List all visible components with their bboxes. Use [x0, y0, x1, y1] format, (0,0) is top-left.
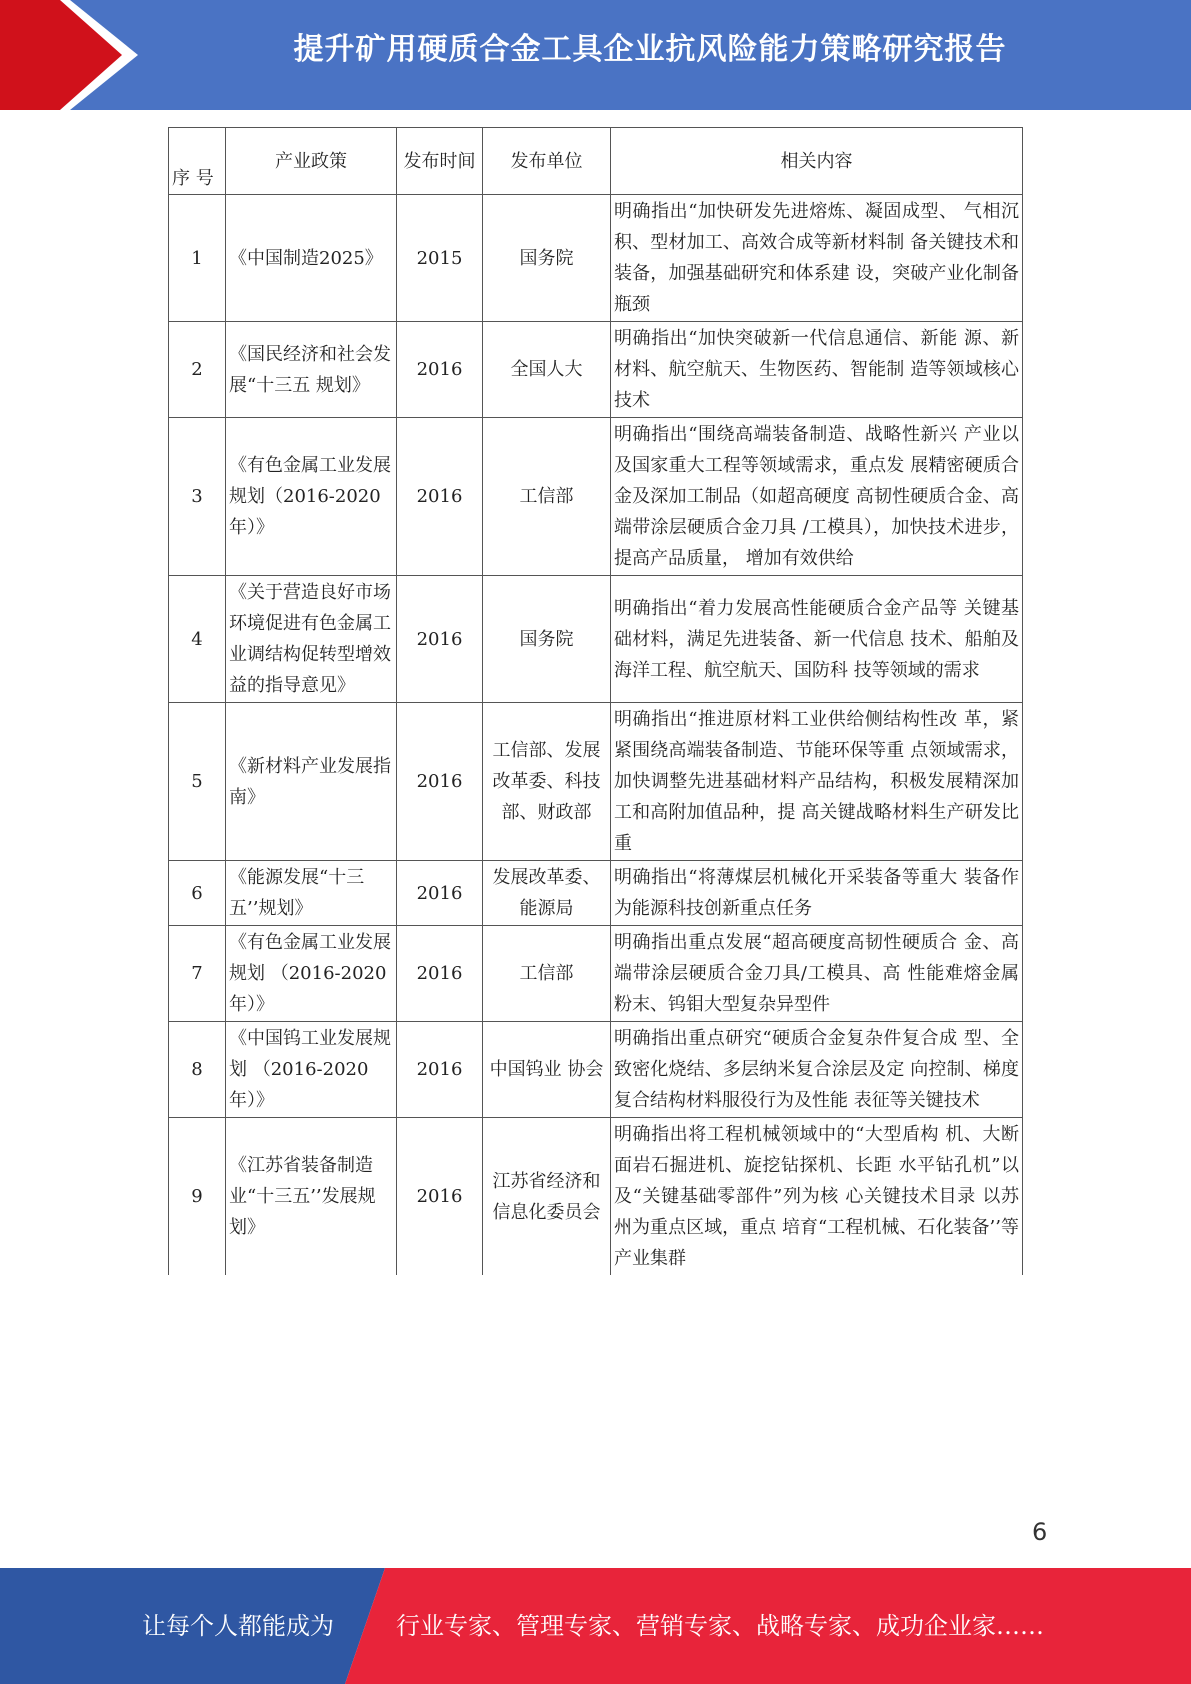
col-header-number: 序 号: [169, 128, 226, 195]
row-content: 明确指出“加快突破新一代信息通信、新能 源、新材料、航空航天、生物医药、智能制 造等领域核心技术: [611, 322, 1023, 418]
table-row: [169, 576, 1023, 703]
row-content: 明确指出“着力发展高性能硬质合金产品等 关键基础材料，满足先进装备、新一代信息 技术、船舶及海洋工程、航空航天、国防科 技等领域的需求: [611, 576, 1023, 703]
table-row: [169, 418, 1023, 576]
page-number: 6: [1032, 1518, 1048, 1546]
row-policy: 《江苏省装备制造业“十三五’’发展规划》: [226, 1118, 397, 1276]
col-header-policy: 产业政策: [226, 128, 397, 195]
row-policy: 《有色金属工业发展规划（2016-2020 年）》: [226, 418, 397, 576]
row-number: 2: [169, 322, 226, 418]
row-number: 6: [169, 861, 226, 926]
row-issuer: 江苏省经济和信息化委员会: [483, 1118, 611, 1276]
row-date: 2016: [397, 926, 483, 1022]
footer-slogan-left: 让每个人都能成为: [142, 1612, 334, 1640]
header-band: [0, 0, 1191, 110]
row-policy: 《有色金属工业发展规划 （2016-2020 年）》: [226, 926, 397, 1022]
row-number: 4: [169, 576, 226, 703]
row-date: 2016: [397, 418, 483, 576]
row-issuer: 工信部: [483, 926, 611, 1022]
row-number: 3: [169, 418, 226, 576]
row-number: 5: [169, 703, 226, 861]
col-header-date: 发布时间: [397, 128, 483, 195]
table-row: [169, 1118, 1023, 1276]
row-policy: 《中国钨工业发展规划 （2016-2020 年）》: [226, 1022, 397, 1118]
col-header-issuer: 发布单位: [483, 128, 611, 195]
row-policy: 《关于营造良好市场环境促进有色金属工业调结构促转型增效益的指导意见》: [226, 576, 397, 703]
row-issuer: 国务院: [483, 195, 611, 322]
row-content: 明确指出将工程机械领域中的“大型盾构 机、大断面岩石掘进机、旋挖钻探机、长距 水平钻孔机”以及“关键基础零部件”列为核 心关键技术目录 以苏州为重点区域，重点 培育“工程机械、石化装备’’等产业集群: [611, 1118, 1023, 1276]
header-arrow-graphic: [0, 0, 160, 110]
row-date: 2016: [397, 861, 483, 926]
row-issuer: 工信部、发展改革委、科技部、财政部: [483, 703, 611, 861]
row-policy: 《中国制造2025》: [226, 195, 397, 322]
row-issuer: 国务院: [483, 576, 611, 703]
table-row: [169, 195, 1023, 322]
row-date: 2016: [397, 1022, 483, 1118]
row-content: 明确指出重点发展“超高硬度高韧性硬质合 金、高端带涂层硬质合金刀具/工模具、高 性能难熔金属粉末、钨钼大型复杂异型件: [611, 926, 1023, 1022]
row-number: 8: [169, 1022, 226, 1118]
footer-band: [0, 1568, 1191, 1684]
row-issuer: 中国钨业 协会: [483, 1022, 611, 1118]
row-policy: 《能源发展“十三五’’规划》: [226, 861, 397, 926]
row-issuer: 全国人大: [483, 322, 611, 418]
row-content: 明确指出“围绕高端装备制造、战略性新兴 产业以及国家重大工程等领域需求，重点发 展精密硬质合金及深加工制品（如超高硬度 高韧性硬质合金、高端带涂层硬质合金刀具 /工模具），加快技术进步，提高产品质量， 增加有效供给: [611, 418, 1023, 576]
table-row: [169, 926, 1023, 1022]
row-date: 2016: [397, 322, 483, 418]
row-number: 7: [169, 926, 226, 1022]
row-date: 2016: [397, 576, 483, 703]
col-header-content: 相关内容: [611, 128, 1023, 195]
footer-slogan-right: 行业专家、管理专家、营销专家、战略专家、成功企业家……: [396, 1612, 1044, 1640]
table-header-row: [169, 128, 1023, 195]
row-policy: 《国民经济和社会发展“十三五 规划》: [226, 322, 397, 418]
row-number: 1: [169, 195, 226, 322]
table-row: [169, 861, 1023, 926]
row-issuer: 工信部: [483, 418, 611, 576]
policy-table: [168, 127, 1023, 1275]
row-date: 2016: [397, 1118, 483, 1276]
row-date: 2015: [397, 195, 483, 322]
row-number: 9: [169, 1118, 226, 1276]
row-content: 明确指出重点研究“硬质合金复杂件复合成 型、全致密化烧结、多层纳米复合涂层及定 向控制、梯度复合结构材料服役行为及性能 表征等关键技术: [611, 1022, 1023, 1118]
table-row: [169, 703, 1023, 861]
row-issuer: 发展改革委、能源局: [483, 861, 611, 926]
row-policy: 《新材料产业发展指南》: [226, 703, 397, 861]
row-content: 明确指出“加快研发先进熔炼、凝固成型、 气相沉积、型材加工、高效合成等新材料制 备关键技术和装备，加强基础研究和体系建 设，突破产业化制备瓶颈: [611, 195, 1023, 322]
row-content: 明确指出“将薄煤层机械化开采装备等重大 装备作为能源科技创新重点任务: [611, 861, 1023, 926]
table-row: [169, 322, 1023, 418]
row-date: 2016: [397, 703, 483, 861]
report-title: 提升矿用硬质合金工具企业抗风险能力策略研究报告: [293, 32, 1007, 67]
table-row: [169, 1022, 1023, 1118]
row-content: 明确指出“推进原材料工业供给侧结构性改 革，紧紧围绕高端装备制造、节能环保等重 点领域需求，加快调整先进基础材料产品结构，积极发展精深加工和高附加值品种，提 高关键战略材料生产研发比重: [611, 703, 1023, 861]
